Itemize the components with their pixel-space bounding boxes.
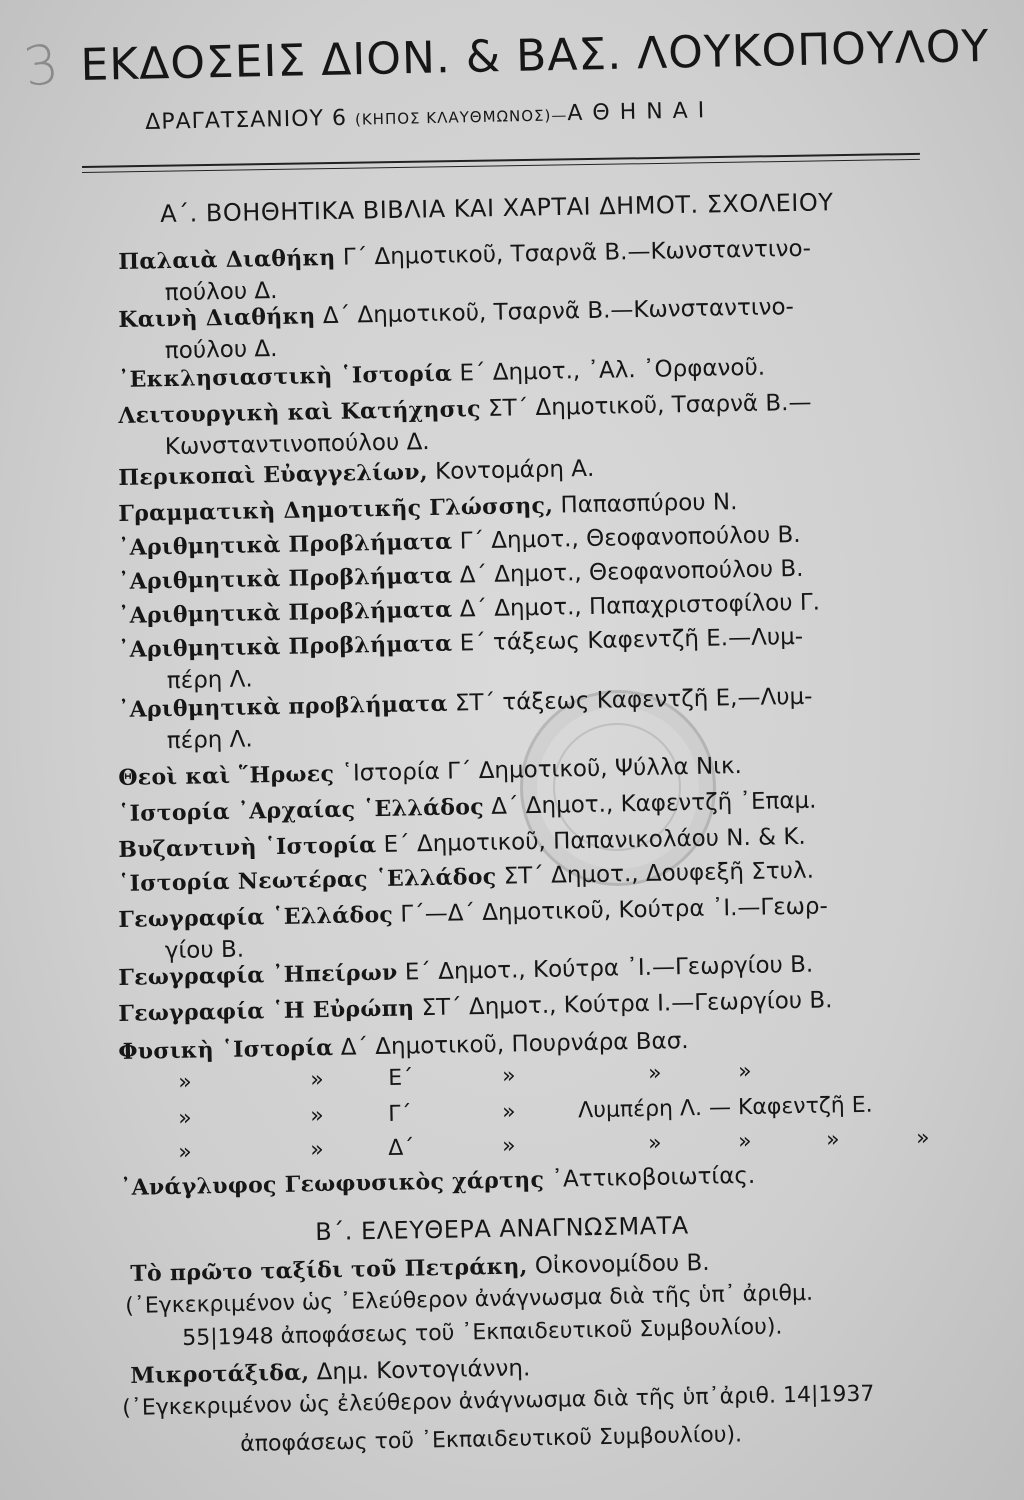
ditto-grade: Γ΄: [387, 1101, 412, 1127]
ditto-mark: »: [825, 1127, 840, 1153]
section-b-heading: Β΄. ΕΛΕΥΘΕΡΑ ΑΝΑΓΝΩΣΜΑΤΑ: [315, 1211, 689, 1246]
book-details: ΣΤ΄ Δημοτ., Κούτρα Ι.—Γεωργίου Β.: [414, 987, 833, 1022]
book-title: Φυσικὴ ῾Ιστορία: [118, 1034, 334, 1065]
book-details: Δ΄ Δημοτικοῦ, Τσαρνᾶ Β.—Κωνσταντινο-: [315, 294, 795, 330]
book-title: ῾Ιστορία Νεωτέρας ῾Ελλάδος: [118, 863, 497, 897]
book-details: Δημ. Κοντογιάννη.: [309, 1355, 531, 1386]
book-details-cont: πούλου Δ.: [164, 277, 278, 307]
ditto-mark: »: [178, 1105, 192, 1131]
book-title: Γεωγραφία ᾿Ηπείρων: [118, 959, 398, 991]
approval-note: 55|1948 ἀποφάσεως τοῦ ᾿Εκπαιδευτικοῦ Συμβουλίου).: [182, 1314, 783, 1351]
publisher-title: ΕΚΔΟΣΕΙΣ ΔΙΟΝ. & ΒΑΣ. ΛΟΥΚΟΠΟΥΛΟΥ: [80, 20, 990, 91]
book-title: ᾿Αριθμητικὰ Προβλήματα: [118, 630, 453, 663]
book-title: Τὸ πρῶτο ταξίδι τοῦ Πετράκη,: [130, 1253, 528, 1287]
book-title: ᾿Αριθμητικὰ Προβλήματα: [118, 528, 453, 561]
book-title: Καινὴ Διαθήκη: [118, 303, 316, 333]
book-details: ΣΤ΄ τάξεως Καφεντζῆ Ε,—Λυμ-: [447, 683, 813, 717]
book-title: Βυζαντινὴ ῾Ιστορία: [118, 832, 377, 863]
book-details-cont: Κωνσταντινοπούλου Δ.: [164, 429, 430, 461]
book-details: Παπασπύρου Ν.: [552, 489, 738, 519]
book-details: Οἰκονομίδου Β.: [527, 1249, 710, 1280]
book-details: Ε΄ Δημοτικοῦ, Παπανικολάου Ν. & Κ.: [376, 823, 806, 859]
book-details-cont: πέρη Λ.: [166, 726, 253, 755]
book-title: ῾Ιστορία ᾿Αρχαίας ῾Ελλάδος: [118, 793, 485, 827]
book-title: Μικροτάξιδα,: [130, 1359, 310, 1389]
book-details: Ε΄ Δημοτ., Κούτρα ᾿Ι.—Γεωργίου Β.: [397, 951, 814, 986]
ditto-mark: »: [737, 1128, 752, 1155]
book-title: Γεωγραφία ῾Ελλάδος: [118, 901, 394, 933]
map-title: ᾿Ανάγλυφος Γεωφυσικὸς χάρτης: [120, 1166, 545, 1201]
ditto-mark: »: [178, 1139, 192, 1165]
book-details: Ε΄ Δημοτ., ᾿Αλ. ᾿Ορφανοῦ.: [451, 354, 766, 387]
book-details: Γ΄ Δημοτ., Θεοφανοπούλου Β.: [452, 521, 801, 555]
book-details: Δ΄ Δημοτ., Θεοφανοπούλου Β.: [452, 555, 804, 589]
book-title: Παλαιὰ Διαθήκη: [118, 244, 336, 275]
book-details: Ε΄ τάξεως Καφεντζῆ Ε.—Λυμ-: [452, 623, 804, 657]
ditto-mark: »: [309, 1067, 324, 1093]
book-title: ᾿Αριθμητικὰ Προβλήματα: [118, 596, 453, 629]
book-details: ΣΤ΄ Δημοτικοῦ, Τσαρνᾶ Β.—: [480, 389, 812, 423]
ditto-author: Λυμπέρη Λ. — Καφεντζῆ Ε.: [577, 1092, 873, 1124]
book-title: Γεωγραφία ῾Η Εὐρώπη: [118, 995, 415, 1027]
ditto-mark: »: [178, 1069, 192, 1095]
address-city: ΑΘΗΝΑΙ: [567, 98, 715, 127]
book-details: Γ΄—Δ΄ Δημοτικοῦ, Κούτρα ᾿Ι.—Γεωρ-: [392, 893, 829, 928]
book-title: ᾿Αριθμητικὰ Προβλήματα: [118, 562, 453, 595]
book-title: Περικοπαὶ Εὐαγγελίων,: [118, 459, 429, 491]
ditto-mark: »: [647, 1060, 662, 1086]
book-title: ᾿Αριθμητικὰ προβλήματα: [118, 690, 448, 723]
book-details: Δ΄ Δημοτ., Καφεντζῆ ᾿Επαμ.: [483, 787, 817, 820]
approval-note: (᾿Εγκεκριμένον ὡς ἐλεύθερον ἀνάγνωσμα διὰ τῆς ὑπ᾿ἀριθ. 14|1937: [122, 1381, 875, 1421]
ditto-mark: »: [501, 1063, 516, 1089]
book-title: Γραμματικὴ Δημοτικῆς Γλώσσης,: [118, 492, 554, 527]
book-title: Θεοὶ καὶ ῞Ηρωες: [118, 760, 335, 791]
section-a-heading: Α΄. ΒΟΗΘΗΤΙΚΑ ΒΙΒΛΙΑ ΚΑΙ ΧΑΡΤΑΙ ΔΗΜΟΤ. ΣΧΟΛΕΙΟΥ: [160, 188, 834, 228]
ditto-mark: »: [647, 1130, 662, 1156]
book-details-cont: γίου Β.: [164, 936, 245, 965]
book-details: Δ΄ Δημοτικοῦ, Πουρνάρα Βασ.: [333, 1028, 689, 1061]
book-details: ΣΤ΄ Δημοτ., Δουφεξῆ Στυλ.: [496, 857, 815, 890]
book-details: Δ΄ Δημοτ., Παπαχριστοφίλου Γ.: [452, 589, 821, 623]
approval-note: ἀποφάσεως τοῦ ᾿Εκπαιδευτικοῦ Συμβουλίου).: [240, 1422, 743, 1457]
book-details: Γ΄ Δημοτικοῦ, Τσαρνᾶ Β.—Κωνσταντινο-: [335, 235, 812, 271]
ditto-mark: »: [309, 1137, 324, 1163]
pencil-page-number: 3: [19, 31, 63, 100]
book-title: ᾿Εκκλησιαστικὴ ῾Ιστορία: [118, 360, 453, 393]
address-street: ΔΡΑΓΑΤΣΑΝΙΟΥ 6: [145, 105, 348, 135]
ditto-grade: Δ΄: [387, 1135, 415, 1161]
ditto-mark: »: [501, 1099, 516, 1125]
approval-note: (᾿Εγκεκριμένον ὡς ᾿Ελεύθερον ἀνάγνωσμα διὰ τῆς ὑπ᾿ ἀριθμ.: [125, 1280, 814, 1319]
ditto-mark: »: [501, 1133, 516, 1159]
map-details: ᾿Αττικοβοιωτίας.: [543, 1162, 756, 1193]
ditto-grade: Ε΄: [387, 1065, 414, 1091]
ditto-mark: »: [737, 1058, 752, 1085]
address-landmark: (ΚΗΠΟΣ ΚΛΑΥΘΜΩΝΟΣ)—: [354, 106, 568, 129]
ditto-mark: »: [309, 1103, 324, 1129]
ditto-mark: »: [915, 1125, 930, 1151]
book-details-cont: πούλου Δ.: [164, 335, 278, 365]
book-title: Λειτουργικὴ καὶ Κατήχησις: [118, 396, 482, 429]
book-details: ῾Ιστορία Γ΄ Δημοτικοῦ, Ψύλλα Νικ.: [333, 753, 743, 787]
book-details-cont: πέρη Λ.: [166, 666, 253, 695]
book-details: Κοντομάρη Α.: [427, 455, 595, 486]
